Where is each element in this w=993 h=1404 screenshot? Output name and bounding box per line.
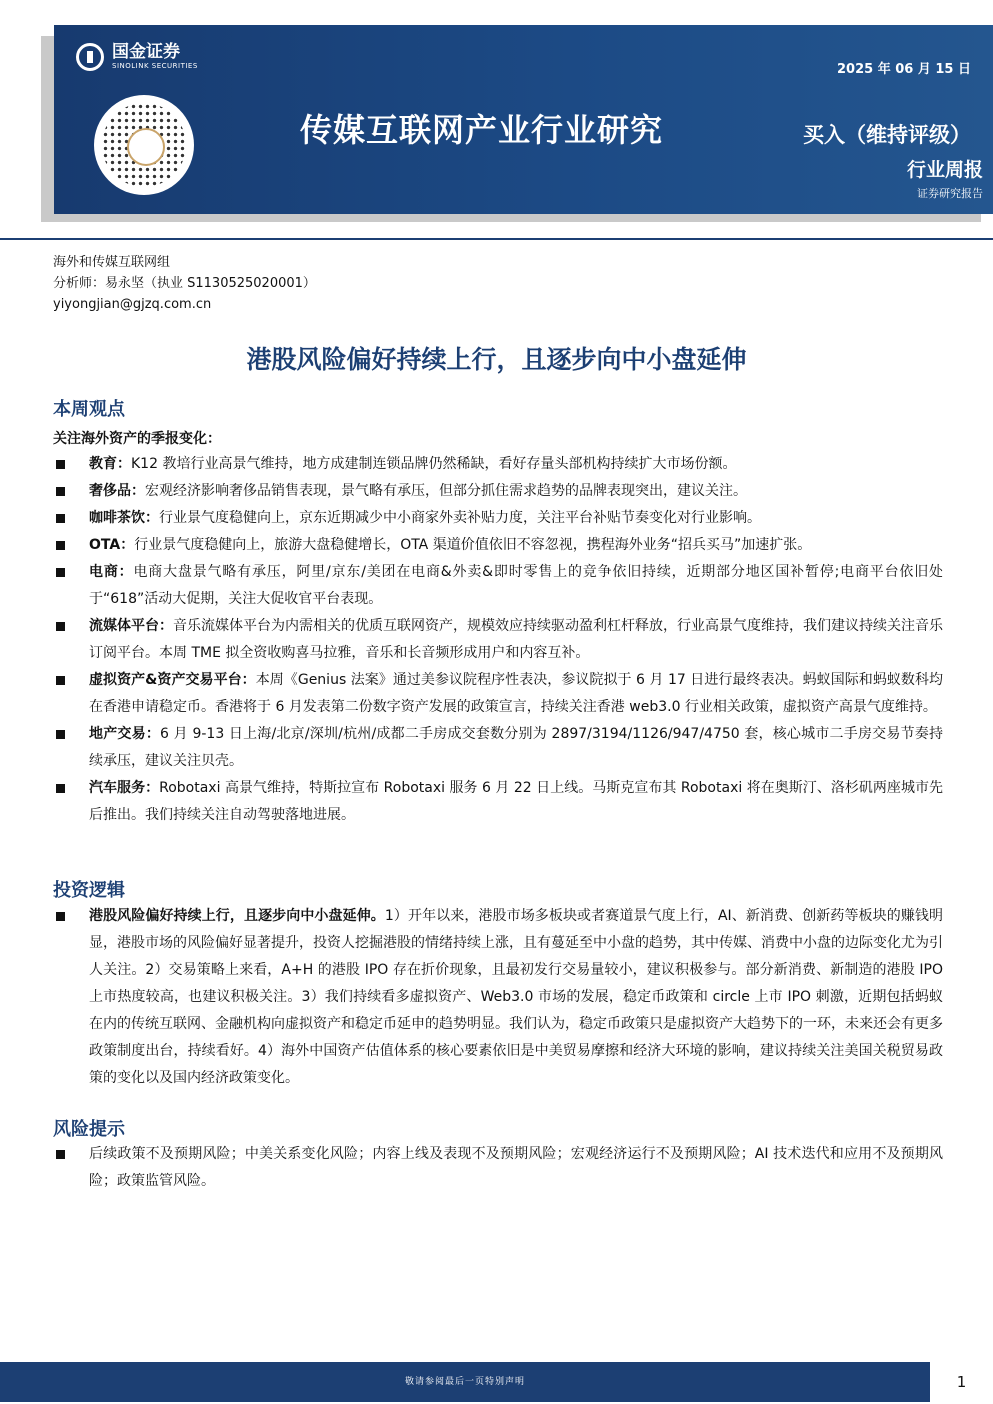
- report-date: 2025 年 06 月 15 日: [837, 62, 971, 77]
- header-banner: [54, 25, 993, 214]
- list-item: 港股风险偏好持续上行，且逐步向中小盘延伸。1）开年以来，港股市场多板块或者赛道景气度上行，AI、新消费、创新药等板块的赚钱明显，港股市场的风险偏好显著提升，投资人挖掘港股的情绪持续上涨，且有蔓延至中小盘的趋势，其中传媒、消费中小盘的边际变化尤为引人关注。2）交易策略上来看，A+H 的港股 IPO 存在折价现象，且最初发行交易量较小，建议积极参与。部分新消费、新制造的港股 IPO 上市热度较高，也建议积极关注。3）我们持续看多虚拟资产、Web3.0 市场的发展，稳定币政策和 circle 上市 IPO 刺激，近期包括蚂蚁在内的传统互联网、金融机构向虚拟资产和稳定币延申的趋势明显。我们认为，稳定币政策只是虚拟资产大趋势下的一环，未来还会有更多政策制度出台，持续看好。4）海外中国资产估值体系的核心要素依旧是中美贸易摩擦和经济大环境的影响，建议持续关注美国关税贸易政策的变化以及国内经济政策变化。: [53, 903, 943, 1092]
- analyst-name: 分析师：易永坚（执业 S1130525020001）: [53, 276, 316, 291]
- views-list: [53, 451, 943, 829]
- qr-code-icon: [94, 95, 194, 195]
- headline: 港股风险偏好持续上行，且逐步向中小盘延伸: [246, 345, 747, 374]
- report-type: 行业周报: [906, 159, 983, 181]
- list-item: 流媒体平台：音乐流媒体平台为内需相关的优质互联网资产，规模效应持续驱动盈利杠杆释放，行业高景气度维持，我们建议持续关注音乐订阅平台。本周 TME 拟全资收购喜马拉雅，音乐和长音频形成用户和内容互补。: [53, 613, 943, 667]
- list-item: 教育：K12 教培行业高景气维持，地方成建制连锁品牌仍然稀缺，看好存量头部机构持续扩大市场份额。: [53, 451, 943, 478]
- report-subtype: 证券研究报告: [917, 187, 983, 200]
- analyst-group: 海外和传媒互联网组: [53, 255, 171, 270]
- views-subheading: 关注海外资产的季报变化：: [53, 431, 221, 447]
- list-item: 地产交易：6 月 9-13 日上海/北京/深圳/杭州/成都二手房成交套数分别为 2897/3194/1126/947/4750 套，核心城市二手房交易节奏持续承压，建议关注贝壳。: [53, 721, 943, 775]
- analyst-email[interactable]: yiyongjian@gjzq.com.cn: [53, 297, 212, 312]
- list-item: 电商：电商大盘景气略有承压，阿里/京东/美团在电商&外卖&即时零售上的竞争依旧持续，近期部分地区国补暂停;电商平台依旧处于“618”活动大促期，关注大促收官平台表现。: [53, 559, 943, 613]
- list-item: OTA：行业景气度稳健向上，旅游大盘稳健增长，OTA 渠道价值依旧不容忽视，携程海外业务“招兵买马”加速扩张。: [53, 532, 943, 559]
- logo-icon: [76, 43, 104, 71]
- report-title: 传媒互联网产业行业研究: [300, 111, 664, 149]
- list-item: 咖啡茶饮：行业景气度稳健向上，京东近期减少中小商家外卖补贴力度，关注平台补贴节奏变化对行业影响。: [53, 505, 943, 532]
- list-item: 汽车服务：Robotaxi 高景气维持，特斯拉宣布 Robotaxi 服务 6 月 22 日上线。马斯克宣布其 Robotaxi 将在奥斯汀、洛杉矶两座城市先后推出。我们持续关注自动驾驶落地进展。: [53, 775, 943, 829]
- page-number: 1: [956, 1373, 967, 1391]
- logo-cn: 国金证券: [112, 42, 180, 62]
- section-title-logic: 投资逻辑: [53, 880, 125, 901]
- list-item: 奢侈品：宏观经济影响奢侈品销售表现，景气略有承压，但部分抓住需求趋势的品牌表现突出，建议关注。: [53, 478, 943, 505]
- rating: 买入（维持评级）: [803, 123, 971, 147]
- section-title-risk: 风险提示: [53, 1119, 125, 1140]
- list-item: 后续政策不及预期风险；中美关系变化风险；内容上线及表现不及预期风险；宏观经济运行不及预期风险；AI 技术迭代和应用不及预期风险；政策监管风险。: [53, 1141, 943, 1195]
- sinolink-logo: [76, 43, 198, 71]
- section-title-views: 本周观点: [53, 399, 125, 420]
- logo-en: SINOLINK SECURITIES: [112, 62, 198, 70]
- header-divider: [0, 238, 993, 240]
- risk-list: [53, 1141, 943, 1195]
- list-item: 虚拟资产&资产交易平台：本周《Genius 法案》通过美参议院程序性表决，参议院拟于 6 月 17 日进行最终表决。蚂蚁国际和蚂蚁数科均在香港申请稳定币。香港将于 6 月发表第二份数字资产发展的政策宣言，持续关注香港 web3.0 行业相关政策，虚拟资产高景气度维持。: [53, 667, 943, 721]
- footer-note: 敬请参阅最后一页特别声明: [404, 1377, 525, 1387]
- logic-list: [53, 903, 943, 1092]
- analyst-info: [53, 252, 316, 315]
